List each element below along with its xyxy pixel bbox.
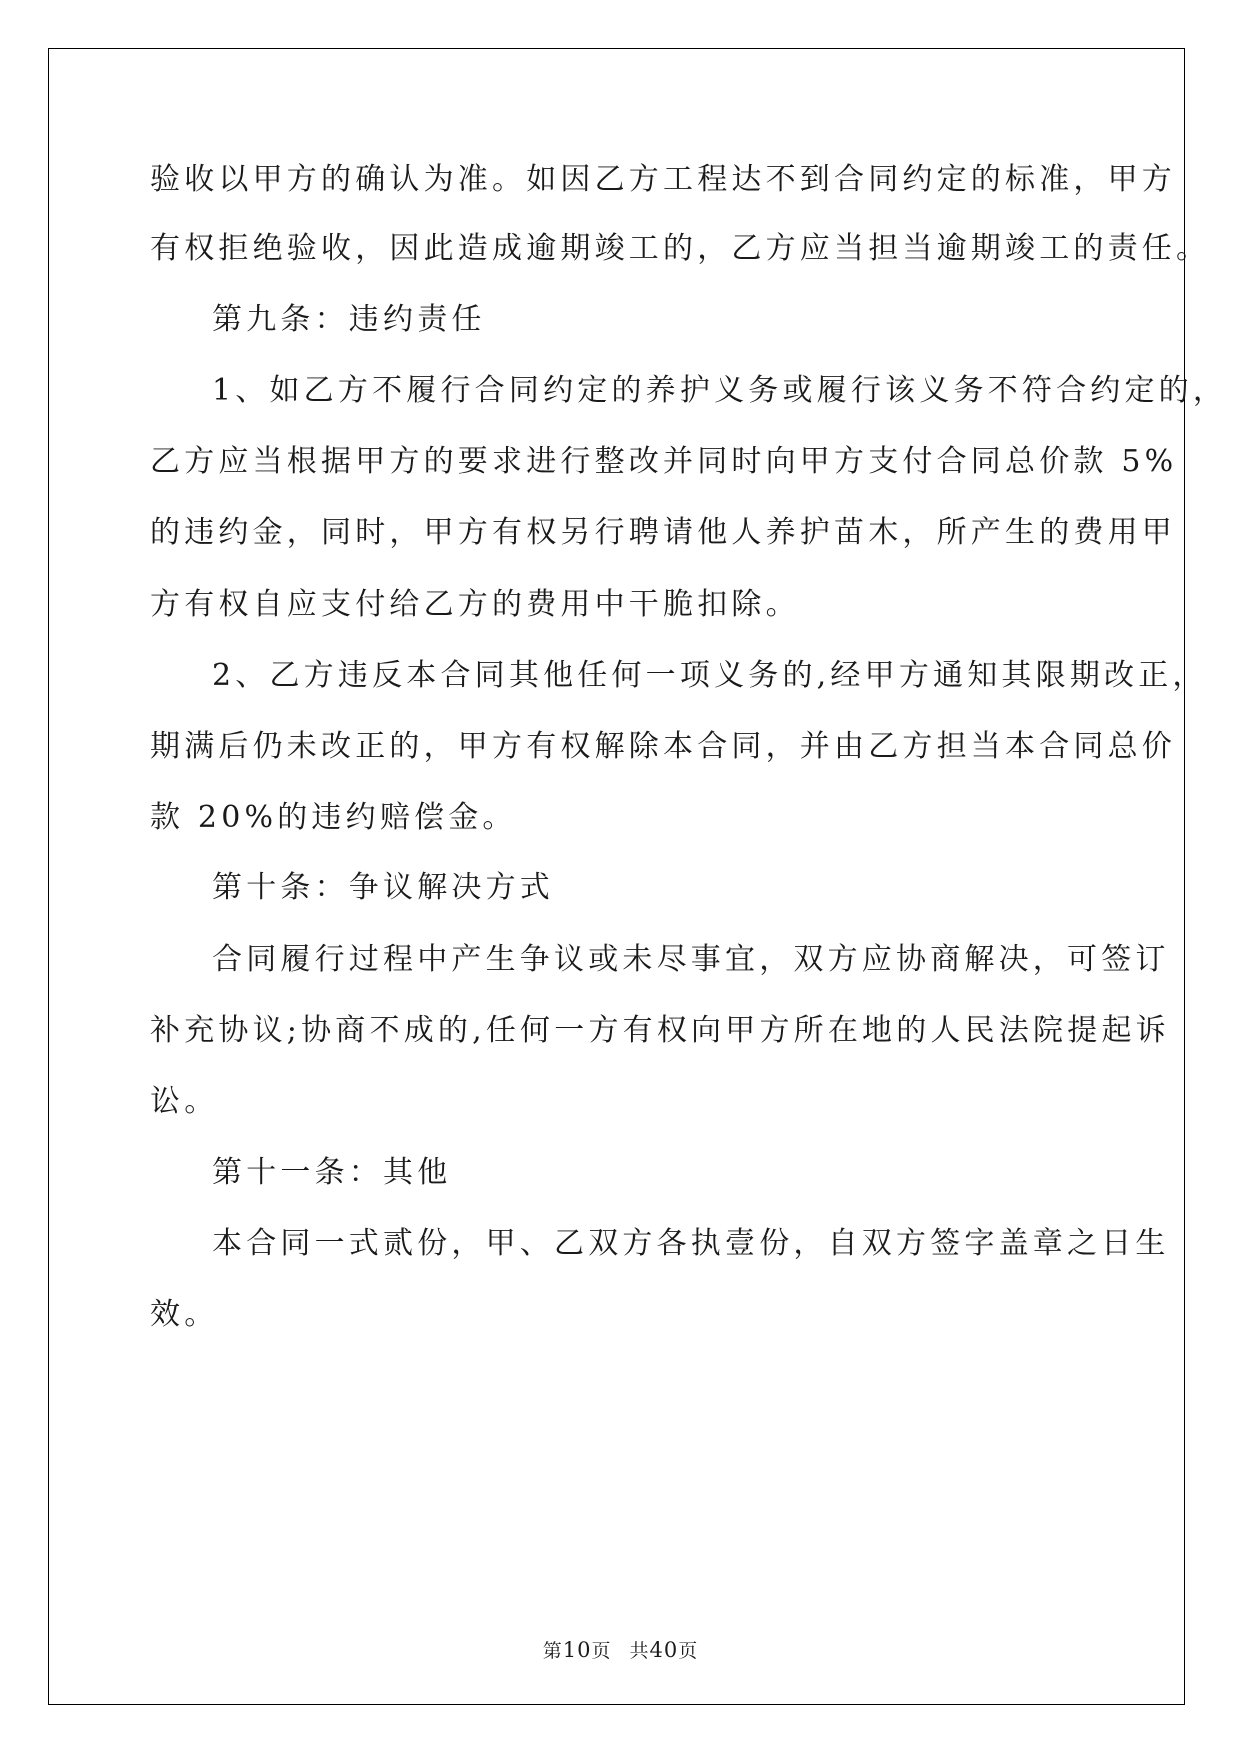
text-line: 乙方应当根据甲方的要求进行整改并同时向甲方支付合同总价款 5% — [150, 444, 1178, 479]
text-line: 讼。 — [150, 1084, 219, 1119]
text-line: 本合同一式贰份，甲、乙双方各执壹份，自双方签字盖章之日生 — [212, 1226, 1170, 1261]
text-line: 2、乙方违反本合同其他任何一项义务的,经甲方通知其限期改正， — [212, 658, 1207, 693]
total-pages: 40 — [649, 1638, 679, 1662]
page-number: 10 — [562, 1638, 592, 1662]
total-suffix: 页 — [678, 1640, 699, 1662]
page-footer — [0, 1636, 1241, 1663]
text-line: 1、如乙方不履行合同约定的养护义务或履行该义务不符合约定的， — [212, 373, 1228, 408]
page-prefix: 第 — [542, 1640, 563, 1662]
text-line: 款 20%的违约赔偿金。 — [150, 800, 517, 835]
section-heading: 第十条：争议解决方式 — [212, 870, 554, 905]
text-line: 合同履行过程中产生争议或未尽事宜，双方应协商解决，可签订 — [212, 942, 1170, 977]
text-line: 验收以甲方的确认为准。如因乙方工程达不到合同约定的标准，甲方 — [150, 162, 1176, 197]
text-line: 补充协议;协商不成的,任何一方有权向甲方所在地的人民法院提起诉 — [150, 1013, 1170, 1048]
section-heading: 第九条：违约责任 — [212, 302, 486, 337]
total-prefix: 共 — [629, 1640, 650, 1662]
text-line: 期满后仍未改正的，甲方有权解除本合同，并由乙方担当本合同总价 — [150, 729, 1176, 764]
text-line: 有权拒绝验收，因此造成逾期竣工的，乙方应当担当逾期竣工的责任。 — [150, 231, 1211, 266]
text-line: 效。 — [150, 1297, 219, 1332]
text-line: 方有权自应支付给乙方的费用中干脆扣除。 — [150, 587, 800, 622]
text-line: 的违约金，同时，甲方有权另行聘请他人养护苗木，所产生的费用甲 — [150, 515, 1176, 550]
section-heading: 第十一条：其他 — [212, 1155, 452, 1190]
page-suffix: 页 — [591, 1640, 612, 1662]
